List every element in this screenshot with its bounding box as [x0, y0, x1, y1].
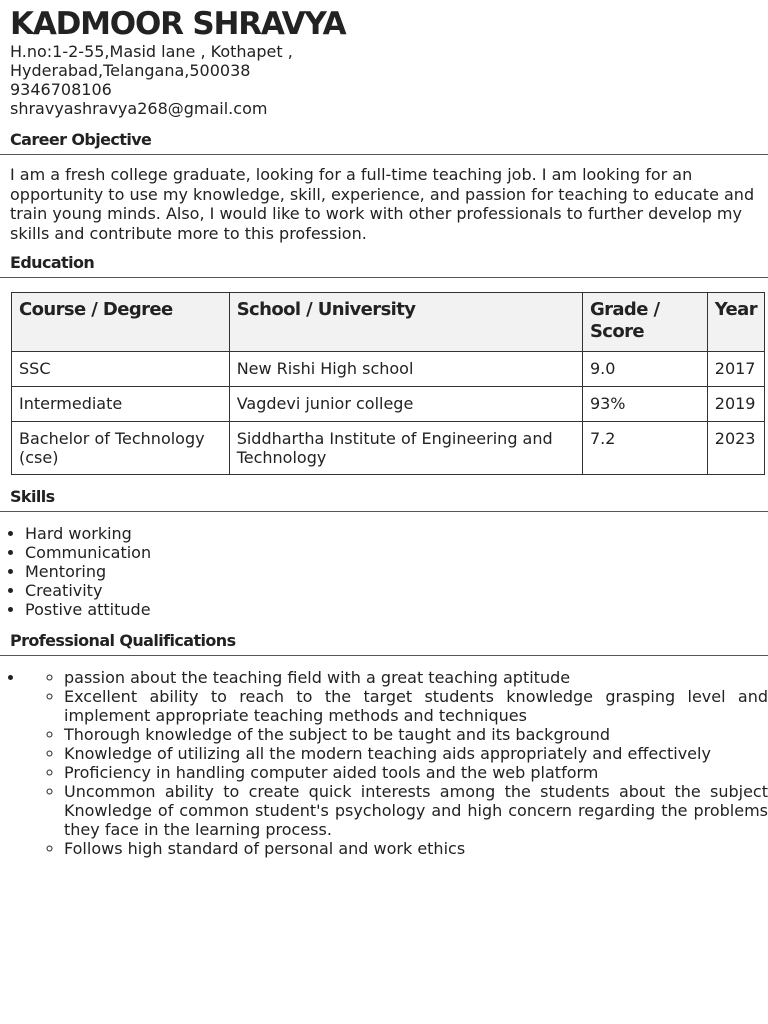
- table-row: [12, 422, 765, 475]
- section-title-skills: Skills: [10, 487, 55, 506]
- table-row: [12, 387, 765, 422]
- qualifications-section: [0, 631, 768, 858]
- column-header-grade: Grade / Score: [582, 293, 707, 352]
- table-cell-grade: 93%: [582, 387, 707, 422]
- skills-list: [25, 524, 768, 619]
- table-cell-school: Siddhartha Institute of Engineering and Technology: [229, 422, 582, 475]
- education-section: [0, 253, 768, 475]
- table-cell-school: New Rishi High school: [229, 352, 582, 387]
- table-cell-course: SSC: [12, 352, 230, 387]
- table-cell-year: 2023: [707, 422, 764, 475]
- list-item: • Postive attitude: [25, 600, 768, 619]
- list-item: ◦ Follows high standard of personal and work ethics: [64, 839, 768, 858]
- table-row: [12, 352, 765, 387]
- email-address: shravyashravya268@gmail.com: [10, 99, 268, 118]
- list-item: ◦ Uncommon ability to create quick interests among the students about the subject Knowledge of common student's psychology and high concern regarding the problems they face in the learning process.: [64, 782, 768, 839]
- section-divider: [0, 277, 768, 278]
- qualifications-list: [64, 668, 768, 858]
- list-item: • Creativity: [25, 581, 768, 600]
- section-title-qualifications: Professional Qualifications: [10, 631, 236, 650]
- list-item: ◦ • passion about the teaching field with a great teaching aptitude: [64, 668, 768, 687]
- resume-header: [0, 0, 768, 118]
- section-divider: [0, 655, 768, 656]
- table-cell-grade: 9.0: [582, 352, 707, 387]
- list-item: • Communication: [25, 543, 768, 562]
- career-objective-section: [0, 130, 768, 243]
- table-cell-grade: 7.2: [582, 422, 707, 475]
- table-cell-year: 2017: [707, 352, 764, 387]
- table-cell-school: Vagdevi junior college: [229, 387, 582, 422]
- education-table: [11, 292, 765, 475]
- list-item: ◦ Thorough knowledge of the subject to be taught and its background: [64, 725, 768, 744]
- table-cell-course: Intermediate: [12, 387, 230, 422]
- column-header-school: School / University: [229, 293, 582, 352]
- candidate-name: KADMOOR SHRAVYA: [10, 6, 346, 42]
- list-item: • Hard working: [25, 524, 768, 543]
- skills-section: [0, 487, 768, 619]
- table-cell-year: 2019: [707, 387, 764, 422]
- education-table-header-row: [12, 293, 765, 352]
- list-item: • Mentoring: [25, 562, 768, 581]
- list-item: [25, 668, 768, 858]
- column-header-year: Year: [707, 293, 764, 352]
- list-item: ◦ Proficiency in handling computer aided tools and the web platform: [64, 763, 768, 782]
- address-line-1: H.no:1-2-55,Masid lane , Kothapet ,: [10, 42, 293, 61]
- qualifications-outer-list: [25, 668, 768, 858]
- career-objective-text: I am a fresh college graduate, looking for a full-time teaching job. I am looking for an opportunity to use my knowledge, skill, experience, and passion for teaching to educate and train young minds. Also, I would like to work with other professionals to further develop my skills and contribute more to this profession.: [10, 165, 755, 243]
- section-title-career-objective: Career Objective: [10, 130, 152, 149]
- section-title-education: Education: [10, 253, 95, 272]
- list-item: ◦ Knowledge of utilizing all the modern teaching aids appropriately and effectively: [64, 744, 768, 763]
- address-line-2: Hyderabad,Telangana,500038: [10, 61, 251, 80]
- section-divider: [0, 511, 768, 512]
- column-header-course: Course / Degree: [12, 293, 230, 352]
- phone-number: 9346708106: [10, 80, 112, 99]
- list-item: ◦ Excellent ability to reach to the target students knowledge grasping level and implement appropriate teaching methods and techniques: [64, 687, 768, 725]
- section-divider: [0, 154, 768, 155]
- table-cell-course: Bachelor of Technology (cse): [12, 422, 230, 475]
